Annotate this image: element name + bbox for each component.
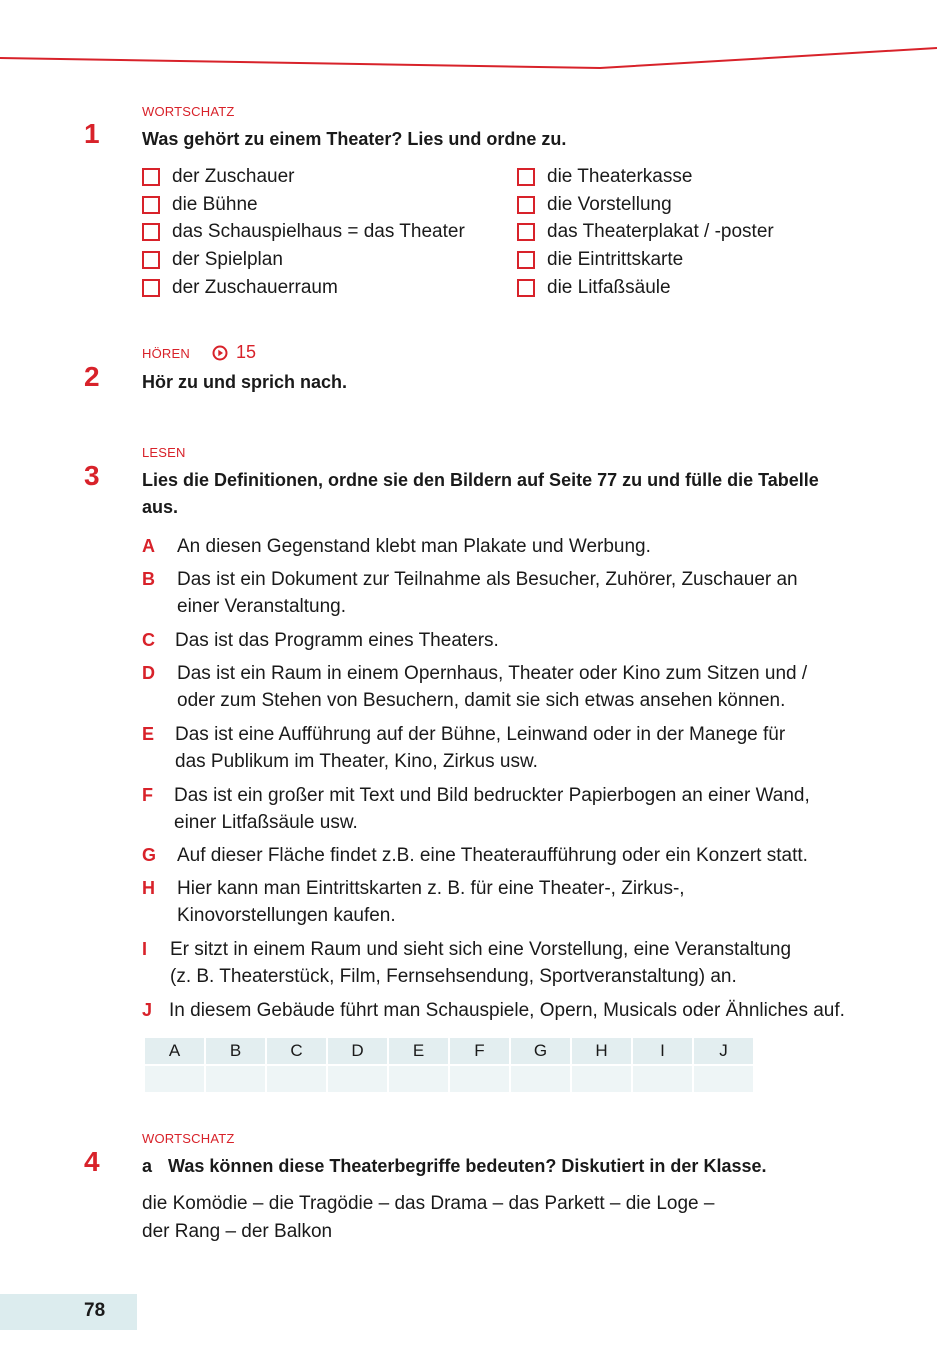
definition-text: Das ist ein großer mit Text und Bild bedruckter Papierbogen an einer Wand, xyxy=(174,785,810,806)
definition-item xyxy=(142,721,882,775)
definition-letter: B xyxy=(142,569,155,589)
exercise-2-number: 2 xyxy=(84,361,100,392)
answer-cell[interactable] xyxy=(572,1064,631,1092)
checkbox[interactable] xyxy=(517,223,535,241)
checkbox-item[interactable] xyxy=(517,163,692,190)
checkbox[interactable] xyxy=(517,196,535,214)
checkbox-item[interactable] xyxy=(517,218,774,245)
definition-text: In diesem Gebäude führt man Schauspiele, Opern, Musicals oder Ähnliches auf. xyxy=(169,1000,845,1021)
definition-text: An diesen Gegenstand klebt man Plakate und Werbung. xyxy=(177,536,651,557)
definition-text-cont: Kinovorstellungen kaufen. xyxy=(177,905,396,926)
answer-table-header: E xyxy=(389,1038,448,1064)
checkbox-item[interactable] xyxy=(142,274,338,301)
answer-table-input-row xyxy=(145,1064,753,1092)
exercise-4-tag: WORTSCHATZ xyxy=(142,1131,235,1146)
page-number-box xyxy=(0,1294,137,1330)
definition-letter: F xyxy=(142,785,153,805)
definition-text: Hier kann man Eintrittskarten z. B. für eine Theater-, Zirkus-, xyxy=(177,878,685,899)
definition-letter: D xyxy=(142,663,155,683)
checkbox-item[interactable] xyxy=(142,163,295,190)
definition-item xyxy=(142,875,882,929)
answer-table-header-row xyxy=(145,1038,753,1064)
definition-item xyxy=(142,660,882,714)
checkbox-label: das Schauspielhaus = das Theater xyxy=(172,220,465,242)
answer-cell[interactable] xyxy=(328,1064,387,1092)
checkbox-item[interactable] xyxy=(142,191,258,218)
checkbox-label: das Theaterplakat / -poster xyxy=(547,220,774,242)
definition-item xyxy=(142,782,882,836)
answer-cell[interactable] xyxy=(267,1064,326,1092)
checkbox-item[interactable] xyxy=(142,246,283,273)
header-rule xyxy=(0,40,937,80)
definition-text: Er sitzt in einem Raum und sieht sich eine Vorstellung, eine Veranstaltung xyxy=(170,939,792,960)
answer-table-header: F xyxy=(450,1038,509,1064)
definition-text: Das ist das Programm eines Theaters. xyxy=(175,630,499,651)
definition-letter: G xyxy=(142,845,157,865)
answer-table xyxy=(143,1038,755,1092)
definition-item xyxy=(142,533,882,560)
checkbox-label: der Spielplan xyxy=(172,248,283,270)
definition-letter: H xyxy=(142,878,155,898)
vocabulary-line: der Rang – der Balkon xyxy=(142,1221,333,1242)
definition-letter: J xyxy=(142,1000,153,1020)
exercise-3-instruction: Lies die Definitionen, ordne sie den Bildern auf Seite 77 zu und fülle die Tabelle xyxy=(142,470,819,490)
answer-cell[interactable] xyxy=(694,1064,753,1092)
answer-table-header: A xyxy=(145,1038,204,1064)
play-circle-icon[interactable] xyxy=(212,345,228,361)
answer-table-header: B xyxy=(206,1038,265,1064)
answer-table-header: H xyxy=(572,1038,631,1064)
definition-text-cont: einer Veranstaltung. xyxy=(177,596,347,617)
answer-table-header: C xyxy=(267,1038,326,1064)
definition-letter: E xyxy=(142,724,155,744)
checkbox-label: der Zuschauer xyxy=(172,165,295,187)
checkbox-label: die Litfaßsäule xyxy=(547,276,671,298)
answer-cell[interactable] xyxy=(511,1064,570,1092)
answer-table-header: G xyxy=(511,1038,570,1064)
definition-letter: A xyxy=(142,536,155,556)
definition-letter: C xyxy=(142,630,155,650)
definition-letter: I xyxy=(142,939,148,959)
checkbox[interactable] xyxy=(517,251,535,269)
definition-text-cont: einer Litfaßsäule usw. xyxy=(174,812,358,833)
checkbox[interactable] xyxy=(517,168,535,186)
definition-text: Auf dieser Fläche findet z.B. eine Theateraufführung oder ein Konzert statt. xyxy=(177,845,808,866)
exercise-1-number: 1 xyxy=(84,118,100,149)
answer-cell[interactable] xyxy=(633,1064,692,1092)
vocabulary-line: die Komödie – die Tragödie – das Drama – das Parkett – die Loge – xyxy=(142,1193,715,1214)
definition-item xyxy=(142,936,882,990)
checkbox-item[interactable] xyxy=(517,246,683,273)
checkbox-label: die Bühne xyxy=(172,193,258,215)
checkbox[interactable] xyxy=(142,251,160,269)
definition-text: Das ist ein Dokument zur Teilnahme als Besucher, Zuhörer, Zuschauer an xyxy=(177,569,798,590)
exercise-3-tag: LESEN xyxy=(142,445,186,460)
checkbox[interactable] xyxy=(142,279,160,297)
checkbox[interactable] xyxy=(142,168,160,186)
vocabulary-list xyxy=(142,1190,782,1246)
exercise-3-instruction-cont: aus. xyxy=(142,497,179,517)
answer-cell[interactable] xyxy=(145,1064,204,1092)
audio-track[interactable] xyxy=(212,342,256,363)
definition-text: Das ist eine Aufführung auf der Bühne, Leinwand oder in der Manege für xyxy=(175,724,786,745)
audio-track-number: 15 xyxy=(236,342,257,362)
checkbox[interactable] xyxy=(142,223,160,241)
checkbox-label: die Theaterkasse xyxy=(547,165,693,187)
definition-item xyxy=(142,627,882,654)
definition-item xyxy=(142,842,882,869)
checkbox-item[interactable] xyxy=(142,218,465,245)
checkbox[interactable] xyxy=(517,279,535,297)
definition-text-cont: das Publikum im Theater, Kino, Zirkus usw. xyxy=(175,751,538,772)
checkbox-label: der Zuschauerraum xyxy=(172,276,338,298)
exercise-2-instruction: Hör zu und sprich nach. xyxy=(142,372,348,392)
exercise-2-tag: HÖREN xyxy=(142,346,190,361)
exercise-1-tag: WORTSCHATZ xyxy=(142,104,235,119)
definition-text-cont: oder zum Stehen von Besuchern, damit sie sich etwas ansehen können. xyxy=(177,690,786,711)
answer-cell[interactable] xyxy=(206,1064,265,1092)
checkbox-item[interactable] xyxy=(517,191,672,218)
answer-table-header: I xyxy=(633,1038,692,1064)
exercise-4-instruction: Was können diese Theaterbegriffe bedeuten? Diskutiert in der Klasse. xyxy=(168,1156,767,1176)
exercise-3-number: 3 xyxy=(84,460,100,491)
exercise-4-sub-letter: a xyxy=(142,1156,153,1176)
exercise-1-instruction: Was gehört zu einem Theater? Lies und ordne zu. xyxy=(142,129,567,149)
checkbox-label: die Vorstellung xyxy=(547,193,672,215)
checkbox-item[interactable] xyxy=(517,274,671,301)
exercise-4-number: 4 xyxy=(84,1146,100,1177)
answer-cell[interactable] xyxy=(389,1064,448,1092)
page-number: 78 xyxy=(84,1300,106,1321)
definition-text-cont: (z. B. Theaterstück, Film, Fernsehsendung, Sportveranstaltung) an. xyxy=(170,966,737,987)
answer-cell[interactable] xyxy=(450,1064,509,1092)
definition-item xyxy=(142,997,882,1024)
definition-text: Das ist ein Raum in einem Opernhaus, Theater oder Kino zum Sitzen und / xyxy=(177,663,808,684)
checkbox-label: die Eintrittskarte xyxy=(547,248,684,270)
definition-item xyxy=(142,566,882,620)
answer-table-header: J xyxy=(694,1038,753,1064)
answer-table-header: D xyxy=(328,1038,387,1064)
checkbox[interactable] xyxy=(142,196,160,214)
